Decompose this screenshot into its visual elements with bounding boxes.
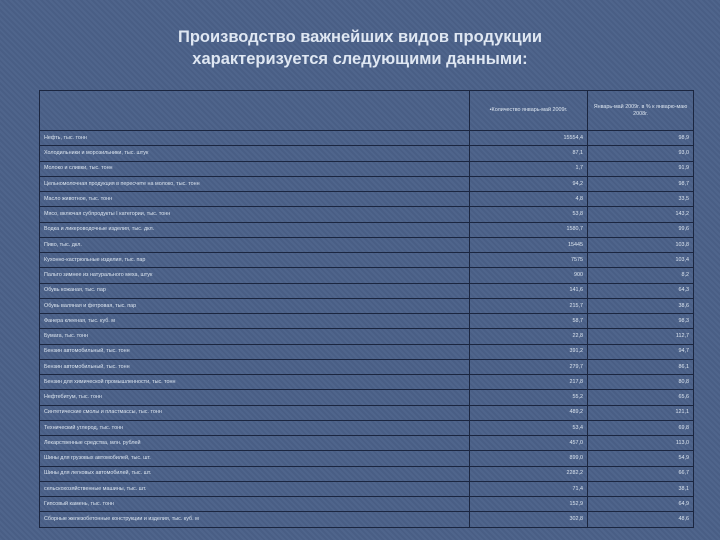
table-row bbox=[40, 390, 694, 405]
cell-percent: 94,7 bbox=[588, 344, 694, 359]
table-row bbox=[40, 329, 694, 344]
cell-product-name: Пиво, тыс. дкл. bbox=[40, 237, 470, 252]
cell-percent: 64,9 bbox=[588, 497, 694, 512]
table-row bbox=[40, 466, 694, 481]
table-row bbox=[40, 436, 694, 451]
cell-percent: 91,9 bbox=[588, 161, 694, 176]
cell-product-name: Бензин автомобильный, тыс. тонн bbox=[40, 344, 470, 359]
table-row bbox=[40, 497, 694, 512]
slide-title bbox=[80, 26, 640, 70]
cell-quantity: 457,0 bbox=[470, 436, 588, 451]
cell-percent: 112,7 bbox=[588, 329, 694, 344]
cell-product-name: Технический углерод, тыс. тонн bbox=[40, 420, 470, 435]
table-row bbox=[40, 176, 694, 191]
cell-percent: 38,6 bbox=[588, 298, 694, 313]
cell-product-name: Бумага, тыс. тонн bbox=[40, 329, 470, 344]
cell-product-name: Пальто зимнее из натурального меха, штук bbox=[40, 268, 470, 283]
table-row bbox=[40, 298, 694, 313]
cell-product-name: Масло животное, тыс. тонн bbox=[40, 192, 470, 207]
cell-percent: 113,0 bbox=[588, 436, 694, 451]
table-row bbox=[40, 344, 694, 359]
cell-product-name: Лекарственные средства, млн. рублей bbox=[40, 436, 470, 451]
table-row bbox=[40, 283, 694, 298]
cell-quantity: 1,7 bbox=[470, 161, 588, 176]
cell-product-name: Бензин для химической промышленности, тыс. тонн bbox=[40, 375, 470, 390]
cell-quantity: 55,2 bbox=[470, 390, 588, 405]
cell-product-name: Обувь валяная и фетровая, тыс. пар bbox=[40, 298, 470, 313]
cell-percent: 64,3 bbox=[588, 283, 694, 298]
cell-percent: 33,5 bbox=[588, 192, 694, 207]
table-row bbox=[40, 375, 694, 390]
cell-product-name: Водка и ликероводочные изделия, тыс. дкл. bbox=[40, 222, 470, 237]
cell-quantity: 15554,4 bbox=[470, 131, 588, 146]
cell-percent: 143,2 bbox=[588, 207, 694, 222]
header-percent: Январь-май 2009г. в % к январю-маю 2008г. bbox=[588, 91, 694, 131]
table-row bbox=[40, 131, 694, 146]
cell-percent: 98,7 bbox=[588, 176, 694, 191]
cell-product-name: Шины для грузовых автомобилей, тыс. шт. bbox=[40, 451, 470, 466]
cell-quantity: 15445 bbox=[470, 237, 588, 252]
table-row bbox=[40, 161, 694, 176]
cell-product-name: Кухонно-кастрюльные изделия, тыс. пар bbox=[40, 253, 470, 268]
cell-product-name: Фанера клееная, тыс. куб. м bbox=[40, 314, 470, 329]
cell-product-name: Обувь кожаная, тыс. пар bbox=[40, 283, 470, 298]
cell-product-name: Холодильники и морозильники, тыс. штук bbox=[40, 146, 470, 161]
cell-product-name: Бензин автомобильный, тыс. тонн bbox=[40, 359, 470, 374]
cell-percent: 99,6 bbox=[588, 222, 694, 237]
table-row bbox=[40, 405, 694, 420]
table-row bbox=[40, 237, 694, 252]
cell-percent: 98,3 bbox=[588, 314, 694, 329]
cell-quantity: 87,1 bbox=[470, 146, 588, 161]
table-row bbox=[40, 420, 694, 435]
cell-product-name: Нефть, тыс. тонн bbox=[40, 131, 470, 146]
cell-quantity: 22,8 bbox=[470, 329, 588, 344]
cell-percent: 98,9 bbox=[588, 131, 694, 146]
table-row bbox=[40, 222, 694, 237]
cell-quantity: 489,2 bbox=[470, 405, 588, 420]
table-row bbox=[40, 146, 694, 161]
cell-quantity: 2282,2 bbox=[470, 466, 588, 481]
table-row bbox=[40, 207, 694, 222]
header-quantity: •Количество январь-май 2009г. bbox=[470, 91, 588, 131]
cell-quantity: 1580,7 bbox=[470, 222, 588, 237]
table-row bbox=[40, 192, 694, 207]
cell-percent: 38,1 bbox=[588, 481, 694, 496]
cell-quantity: 141,6 bbox=[470, 283, 588, 298]
table-row bbox=[40, 268, 694, 283]
cell-percent: 65,6 bbox=[588, 390, 694, 405]
cell-quantity: 391,2 bbox=[470, 344, 588, 359]
cell-percent: 103,4 bbox=[588, 253, 694, 268]
table-row bbox=[40, 481, 694, 496]
table-row bbox=[40, 359, 694, 374]
cell-percent: 80,8 bbox=[588, 375, 694, 390]
cell-quantity: 53,4 bbox=[470, 420, 588, 435]
cell-product-name: Цельномолочная продукция в пересчете на молоко, тыс. тонн bbox=[40, 176, 470, 191]
cell-product-name: Шины для легковых автомобилей, тыс. шт. bbox=[40, 466, 470, 481]
cell-quantity: 215,7 bbox=[470, 298, 588, 313]
table-row bbox=[40, 314, 694, 329]
table-row bbox=[40, 512, 694, 527]
cell-percent: 69,8 bbox=[588, 420, 694, 435]
cell-percent: 86,1 bbox=[588, 359, 694, 374]
cell-percent: 93,0 bbox=[588, 146, 694, 161]
cell-product-name: Гипсовый камень, тыс. тонн bbox=[40, 497, 470, 512]
cell-product-name: Сборные железобетонные конструкции и изделия, тыс. куб. м bbox=[40, 512, 470, 527]
cell-product-name: Нефтебитум, тыс. тонн bbox=[40, 390, 470, 405]
cell-product-name: сельскохозяйственные машины, тыс. шт. bbox=[40, 481, 470, 496]
cell-quantity: 7575 bbox=[470, 253, 588, 268]
title-line-1: Производство важнейших видов продукции bbox=[177, 28, 542, 46]
cell-percent: 66,7 bbox=[588, 466, 694, 481]
cell-percent: 121,1 bbox=[588, 405, 694, 420]
cell-product-name: Мясо, включая субпродукты I категории, тыс. тонн bbox=[40, 207, 470, 222]
title-line-2: характеризуется следующими данными: bbox=[192, 50, 528, 68]
header-name bbox=[40, 91, 470, 131]
cell-quantity: 152,9 bbox=[470, 497, 588, 512]
cell-product-name: Молоко и сливки, тыс. тонн bbox=[40, 161, 470, 176]
cell-quantity: 4,8 bbox=[470, 192, 588, 207]
cell-quantity: 58,7 bbox=[470, 314, 588, 329]
cell-percent: 103,8 bbox=[588, 237, 694, 252]
cell-quantity: 217,8 bbox=[470, 375, 588, 390]
cell-percent: 8,2 bbox=[588, 268, 694, 283]
table-row bbox=[40, 253, 694, 268]
cell-quantity: 899,0 bbox=[470, 451, 588, 466]
cell-quantity: 94,2 bbox=[470, 176, 588, 191]
cell-quantity: 302,8 bbox=[470, 512, 588, 527]
cell-quantity: 279,7 bbox=[470, 359, 588, 374]
cell-percent: 48,6 bbox=[588, 512, 694, 527]
table-header-row bbox=[40, 91, 694, 131]
production-table bbox=[39, 90, 694, 528]
cell-percent: 54,9 bbox=[588, 451, 694, 466]
cell-quantity: 53,8 bbox=[470, 207, 588, 222]
cell-quantity: 900 bbox=[470, 268, 588, 283]
cell-product-name: Синтетические смолы и пластмассы, тыс. тонн bbox=[40, 405, 470, 420]
table-row bbox=[40, 451, 694, 466]
cell-quantity: 71,4 bbox=[470, 481, 588, 496]
